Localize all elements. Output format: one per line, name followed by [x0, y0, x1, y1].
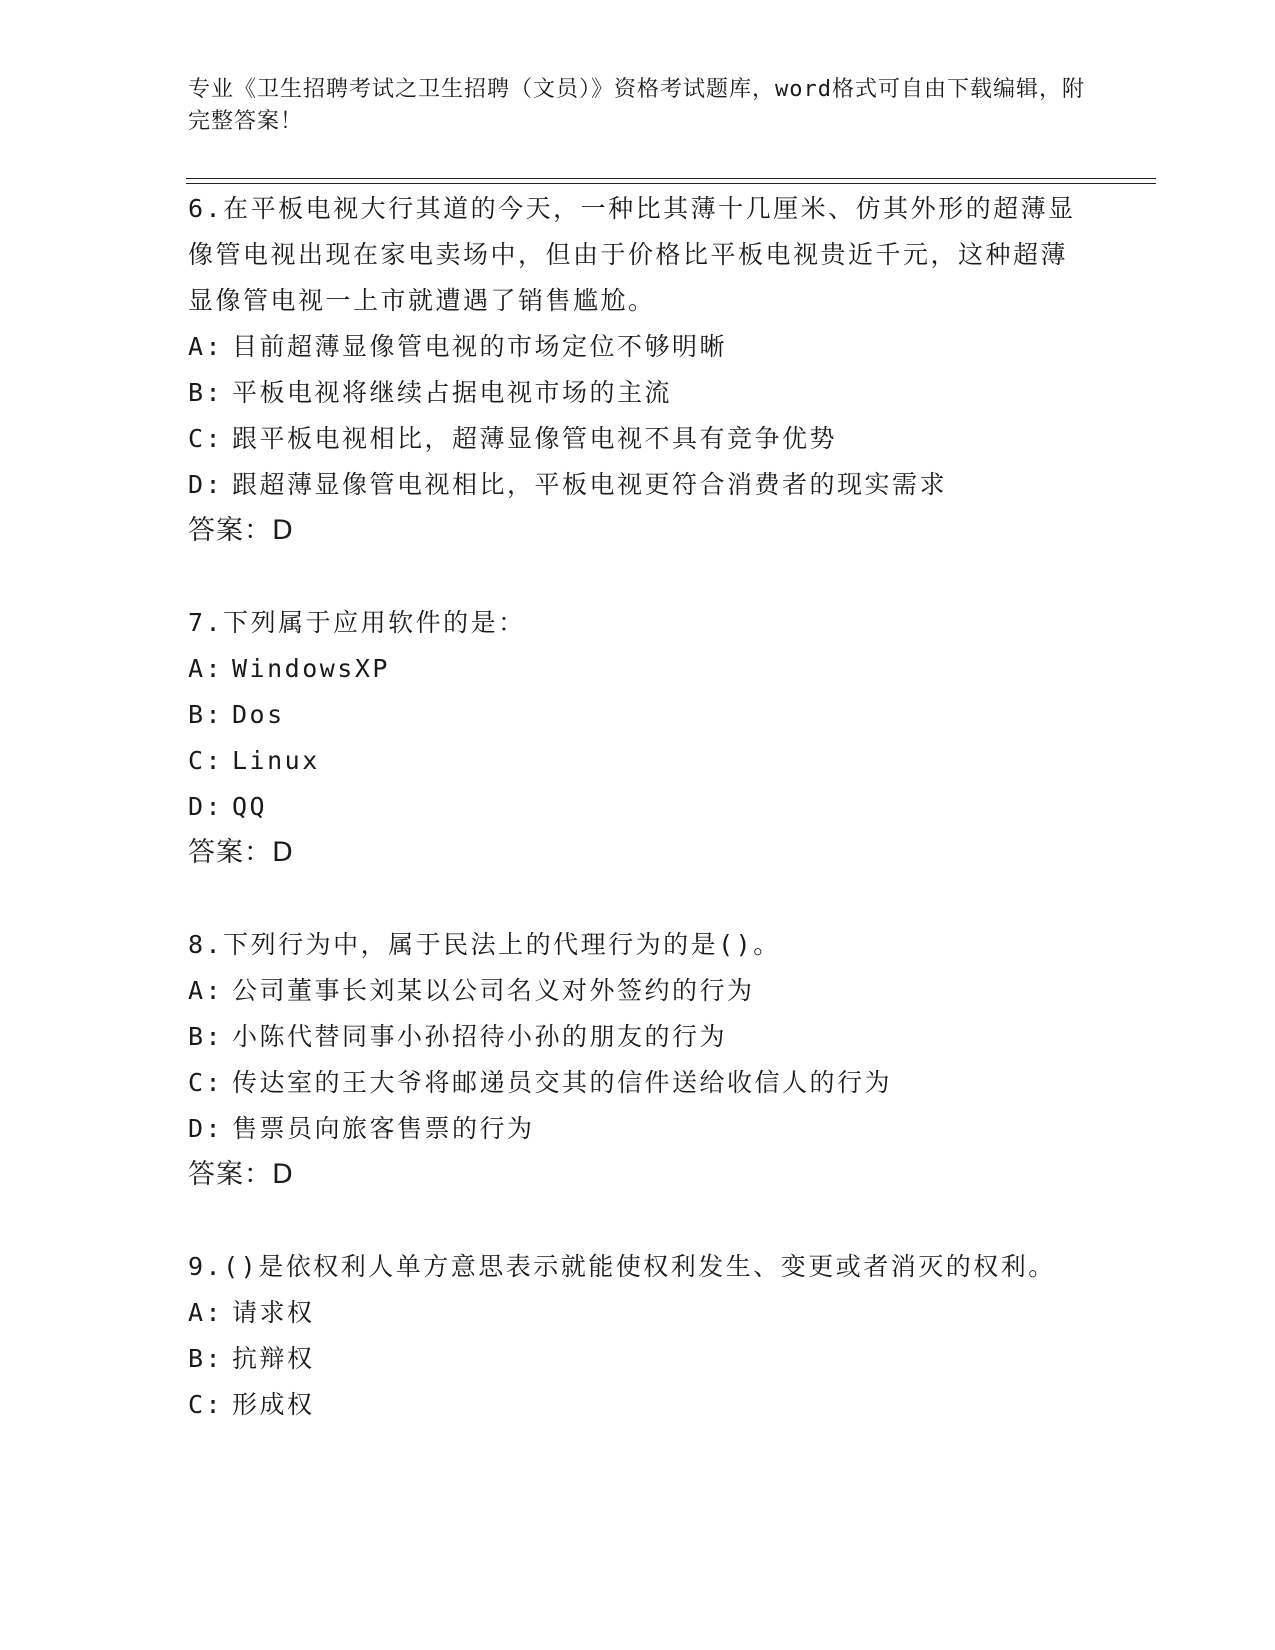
option-key: B: [188, 700, 224, 729]
option-d [188, 462, 1088, 508]
option-key: D: [188, 792, 224, 821]
option-d [188, 1106, 1088, 1152]
option-key: A: [188, 1298, 224, 1327]
option-a [188, 646, 1088, 692]
option-text: 平板电视将继续占据电视市场的主流 [232, 378, 673, 407]
option-c [188, 738, 1088, 784]
option-key: A: [188, 654, 224, 683]
option-text: 公司董事长刘某以公司名义对外签约的行为 [232, 976, 755, 1005]
option-text: WindowsXP [232, 654, 390, 683]
option-b [188, 370, 1088, 416]
option-key: C: [188, 746, 224, 775]
option-text: QQ [232, 792, 268, 821]
option-text: 小陈代替同事小孙招待小孙的朋友的行为 [232, 1022, 728, 1051]
document-header: 专业《卫生招聘考试之卫生招聘（文员）》资格考试题库，word格式可自由下载编辑，附完整答案！ [188, 77, 1085, 134]
option-key: A: [188, 976, 224, 1005]
answer-line: 答案：D [188, 515, 294, 546]
option-key: A: [188, 332, 224, 361]
question-9 [188, 1244, 1088, 1428]
option-d [188, 784, 1088, 830]
header-divider [186, 178, 1156, 179]
option-a [188, 1290, 1088, 1336]
option-text: 传达室的王大爷将邮递员交其的信件送给收信人的行为 [232, 1068, 893, 1097]
question-stem: 8.下列行为中，属于民法上的代理行为的是()。 [188, 930, 781, 959]
option-key: D: [188, 1114, 224, 1143]
question-stem: 9.()是依权利人单方意思表示就能使权利发生、变更或者消灭的权利。 [188, 1252, 1056, 1281]
question-7 [188, 600, 1088, 876]
option-text: Dos [232, 700, 285, 729]
question-stem: 7.下列属于应用软件的是： [188, 608, 526, 637]
option-text: 目前超薄显像管电视的市场定位不够明晰 [232, 332, 728, 361]
option-b [188, 1336, 1088, 1382]
option-b [188, 692, 1088, 738]
option-key: D: [188, 470, 224, 499]
question-stem: 6.在平板电视大行其道的今天，一种比其薄十几厘米、仿其外形的超薄显像管电视出现在家电卖场中，但由于价格比平板电视贵近千元，这种超薄显像管电视一上市就遭遇了销售尴尬。 [188, 194, 1076, 315]
option-key: C: [188, 1068, 224, 1097]
option-a [188, 968, 1088, 1014]
option-b [188, 1014, 1088, 1060]
option-text: 请求权 [232, 1298, 315, 1327]
option-text: 抗辩权 [232, 1344, 315, 1373]
option-text: 跟平板电视相比，超薄显像管电视不具有竞争优势 [232, 424, 838, 453]
option-text: 跟超薄显像管电视相比，平板电视更符合消费者的现实需求 [232, 470, 948, 499]
option-c [188, 1382, 1088, 1428]
option-c [188, 416, 1088, 462]
option-key: B: [188, 1022, 224, 1051]
option-c [188, 1060, 1088, 1106]
option-text: Linux [232, 746, 320, 775]
answer-line: 答案：D [188, 1159, 294, 1190]
option-key: C: [188, 1390, 224, 1419]
answer-line: 答案：D [188, 837, 294, 868]
question-8 [188, 922, 1088, 1198]
option-a [188, 324, 1088, 370]
option-key: B: [188, 1344, 224, 1373]
option-text: 形成权 [232, 1390, 315, 1419]
header-divider-double [186, 183, 1156, 184]
question-list [188, 186, 1088, 1474]
option-text: 售票员向旅客售票的行为 [232, 1114, 535, 1143]
option-key: C: [188, 424, 224, 453]
option-key: B: [188, 378, 224, 407]
question-6 [188, 186, 1088, 554]
